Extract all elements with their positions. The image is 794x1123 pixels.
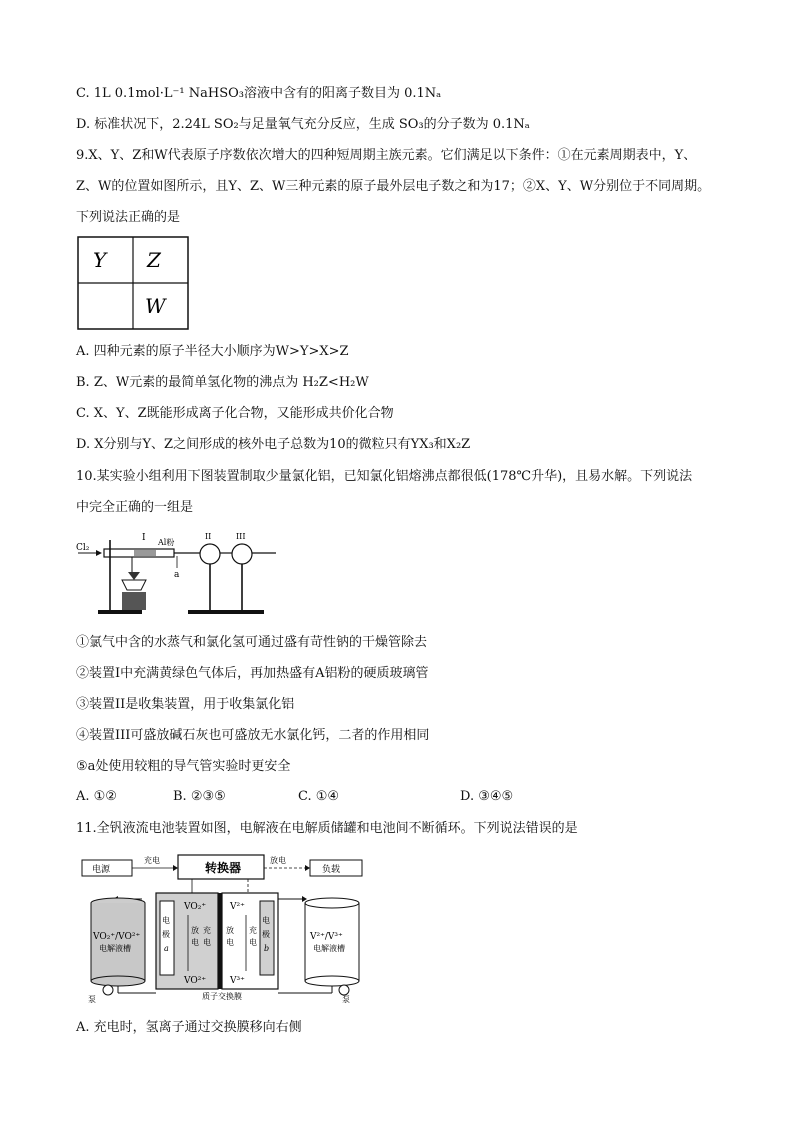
- question-9-stem-2: Z、W的位置如图所示，且Y、Z、W三种元素的原子最外层电子数之和为17；②X、Y、W分别位于不同周期。: [76, 179, 711, 194]
- question-10-stem-2: 中完全正确的一组是: [76, 500, 194, 515]
- statement-5: ⑤a处使用较粗的导气管实验时更安全: [76, 759, 291, 774]
- right-pump: [339, 985, 349, 995]
- right-charge-2: 电: [249, 938, 257, 947]
- proton-membrane: [218, 893, 222, 989]
- right-tank-label: 电解液槽: [313, 944, 345, 953]
- electrode-a-3: a: [164, 944, 169, 953]
- right-charge-1: 充: [249, 926, 257, 935]
- option-d-q9: D. X分别与Y、Z之间形成的核外电子总数为10的微粒只有YX₃和X₂Z: [76, 437, 471, 452]
- option-a-q9: A. 四种元素的原子半径大小顺序为W>Y>X>Z: [76, 344, 349, 359]
- left-vo2plus: VO₂⁺: [184, 902, 207, 912]
- power-source-label: 电源: [92, 865, 111, 875]
- tube-i-label: I: [142, 533, 146, 543]
- flask-ii-label: II: [205, 532, 212, 541]
- question-10-stem-1: 10.某实验小组利用下图装置制取少量氯化铝，已知氯化铝熔沸点都很低(178℃升华)，且易水解。下列说法: [76, 469, 693, 484]
- statement-2: ②装置I中充满黄绿色气体后，再加热盛有A铝粉的硬质玻璃管: [76, 666, 429, 681]
- cell-z: Z: [147, 248, 161, 272]
- load-label: 负载: [322, 865, 341, 875]
- option-b-q9: B. Z、W元素的最简单氢化物的沸点为 H₂Z<H₂W: [76, 375, 369, 390]
- statement-1: ①氯气中含的水蒸气和氯化氢可通过盛有苛性钠的干燥管除去: [76, 635, 428, 650]
- discharge-label: 放电: [270, 856, 286, 865]
- electrode-b-1: 电: [262, 916, 270, 925]
- question-10-options: [76, 789, 716, 807]
- right-tank-species: V²⁺/V³⁺: [310, 932, 343, 942]
- right-pump-label: 泵: [342, 995, 350, 1003]
- question-9-stem-3: 下列说法正确的是: [76, 210, 181, 225]
- membrane-label: 质子交换膜: [202, 992, 242, 1001]
- cl2-label: Cl₂: [76, 543, 90, 553]
- option-b-q10: B. ②③⑤: [173, 789, 226, 804]
- left-pump: [103, 985, 113, 995]
- al-powder-label: Al粉: [158, 538, 175, 547]
- converter-label: 转换器: [205, 861, 242, 875]
- statement-3: ③装置II是收集装置，用于收集氯化铝: [76, 697, 295, 712]
- left-charge-2: 电: [203, 938, 211, 947]
- option-c-q8: C. 1L 0.1mol·L⁻¹ NaHSO₃溶液中含有的阳离子数目为 0.1Nₐ: [76, 86, 442, 101]
- left-pump-label: 泵: [88, 995, 96, 1003]
- option-c-q10: C. ①④: [298, 789, 340, 804]
- question-9-stem-1: 9.X、Y、Z和W代表原子序数依次增大的四种短周期主族元素。它们满足以下条件：①在元素周期表中，Y、: [76, 148, 697, 163]
- electrode-a-2: 极: [162, 930, 170, 939]
- right-v2plus: V²⁺: [230, 902, 245, 912]
- right-discharge-2: 电: [226, 938, 234, 947]
- vanadium-flow-battery-figure: [80, 853, 370, 1003]
- aluminum-chloride-apparatus: [74, 530, 284, 620]
- left-tank-species: VO₂⁺/VO²⁺: [93, 932, 141, 942]
- left-charge-1: 充: [203, 926, 211, 935]
- option-d-q8: D. 标准状况下，2.24L SO₂与足量氧气充分反应，生成 SO₃的分子数为 0.1Nₐ: [76, 117, 530, 132]
- question-11-stem: 11.全钒液流电池装置如图，电解液在电解质储罐和电池间不断循环。下列说法错误的是: [76, 821, 578, 836]
- electrode-a-1: 电: [162, 916, 170, 925]
- a-label: a: [174, 570, 180, 580]
- cell-w: W: [145, 294, 166, 318]
- left-vo2: VO²⁺: [184, 976, 207, 986]
- statement-4: ④装置III可盛放碱石灰也可盛放无水氯化钙，二者的作用相同: [76, 728, 430, 743]
- option-c-q9: C. X、Y、Z既能形成离子化合物，又能形成共价化合物: [76, 406, 394, 421]
- cell-y: Y: [93, 248, 107, 272]
- left-tank-label: 电解液槽: [99, 944, 131, 953]
- left-discharge-2: 电: [191, 938, 199, 947]
- option-a-q11: A. 充电时，氢离子通过交换膜移向右侧: [76, 1020, 302, 1035]
- flask-iii-label: III: [236, 532, 246, 541]
- option-d-q10: D. ③④⑤: [460, 789, 514, 804]
- periodic-table-figure: [77, 236, 189, 330]
- right-discharge-1: 放: [226, 926, 234, 935]
- electrode-b-2: 极: [262, 930, 270, 939]
- right-v3plus: V³⁺: [230, 976, 245, 986]
- option-a-q10: A. ①②: [76, 789, 117, 804]
- charge-label: 充电: [144, 856, 160, 865]
- electrode-b-3: b: [264, 944, 270, 953]
- left-discharge-1: 放: [191, 926, 199, 935]
